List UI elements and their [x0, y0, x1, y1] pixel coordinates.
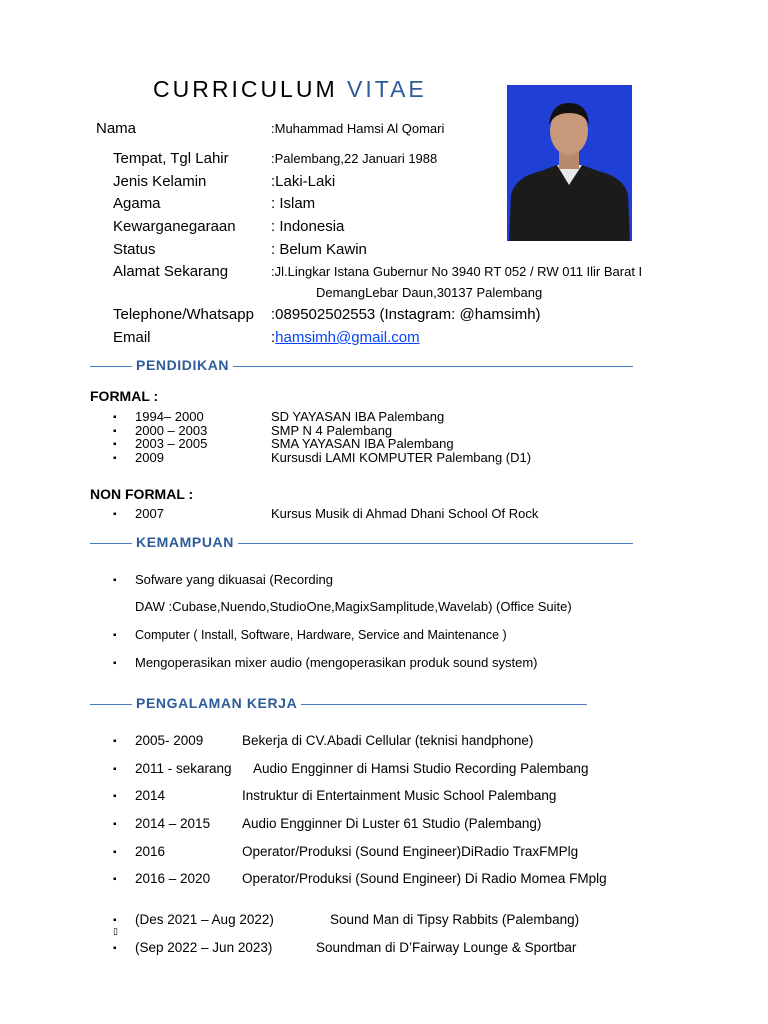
value-nama: :Muhammad Hamsi Al Qomari	[271, 121, 445, 136]
nonformal-heading: NON FORMAL :	[90, 486, 194, 502]
exp-period-7: (Des 2021 – Aug 2022)	[135, 912, 274, 927]
exp-period-2: 2011 - sekarang	[135, 761, 232, 776]
cv-title	[153, 76, 427, 103]
exp-role-3: Instruktur di Entertainment Music School Palembang	[242, 788, 557, 803]
exp-role-2: Audio Engginner di Hamsi Studio Recording Palembang	[253, 761, 589, 776]
value-email	[271, 329, 420, 346]
bullet-icon: ▪	[113, 453, 117, 464]
label-telephone: Telephone/Whatsapp	[113, 306, 254, 323]
exp-role-1: Bekerja di CV.Abadi Cellular (teknisi handphone)	[242, 733, 534, 748]
bullet-icon: ▪	[113, 847, 117, 858]
nonformal-period-1: 2007	[135, 506, 164, 521]
bullet-icon: ▪	[113, 915, 117, 926]
label-gender: Jenis Kelamin	[113, 173, 207, 190]
section-kemampuan	[90, 534, 635, 552]
bullet-icon: ▪	[113, 791, 117, 802]
edu-period-1: 1994– 2000	[135, 409, 204, 424]
label-agama: Agama	[113, 195, 161, 212]
bullet-icon: ▪	[113, 874, 117, 885]
label-ttl: Tempat, Tgl Lahir	[113, 150, 229, 167]
bullet-icon: ▪	[113, 509, 117, 520]
email-link[interactable]: hamsimh@gmail.com	[275, 329, 420, 346]
stray-marker-icon: ▯	[113, 926, 118, 936]
label-status: Status	[113, 241, 156, 258]
exp-period-3: 2014	[135, 788, 166, 803]
bullet-icon: ▪	[113, 439, 117, 450]
value-status: : Belum Kawin	[271, 241, 367, 258]
exp-role-7: Sound Man di Tipsy Rabbits (Palembang)	[330, 912, 580, 927]
bullet-icon: ▪	[113, 819, 117, 830]
edu-period-2: 2000 – 2003	[135, 423, 208, 438]
nonformal-course-1: Kursus Musik di Ahmad Dhani School Of Rock	[271, 506, 539, 521]
exp-period-6: 2016 – 2020	[135, 871, 211, 886]
section-kemampuan-title: KEMAMPUAN	[132, 534, 238, 550]
value-ttl: :Palembang,22 Januari 1988	[271, 151, 438, 166]
edu-school-1: SD YAYASAN IBA Palembang	[271, 409, 445, 424]
value-alamat: :Jl.Lingkar Istana Gubernur No 3940 RT 052 / RW 011 Ilir Barat I	[271, 264, 643, 279]
email-prefix: :	[271, 329, 276, 346]
exp-role-6: Operator/Produksi (Sound Engineer) Di Radio Momea FMplg	[242, 871, 607, 886]
skill-1-line1: Sofware yang dikuasai (Recording	[135, 572, 333, 587]
label-nama: Nama	[96, 120, 137, 137]
label-kewarganegaraan: Kewarganegaraan	[113, 218, 236, 235]
title-accent: VITAE	[347, 76, 427, 102]
bullet-icon: ▪	[113, 736, 117, 747]
edu-school-2: SMP N 4 Palembang	[271, 423, 393, 438]
edu-school-4: Kursusdi LAMI KOMPUTER Palembang (D1)	[271, 450, 532, 465]
section-pendidikan-title: PENDIDIKAN	[132, 357, 233, 373]
person-silhouette-icon	[507, 85, 632, 241]
exp-period-4: 2014 – 2015	[135, 816, 211, 831]
exp-role-5: Operator/Produksi (Sound Engineer)DiRadio TraxFMPlg	[242, 844, 579, 859]
value-telephone: :089502502553 (Instagram: @hamsimh)	[271, 306, 541, 323]
value-alamat-line2: DemangLebar Daun,30137 Palembang	[316, 285, 543, 300]
bullet-icon: ▪	[113, 575, 117, 586]
bullet-icon: ▪	[113, 426, 117, 437]
formal-heading: FORMAL :	[90, 388, 159, 404]
edu-period-3: 2003 – 2005	[135, 436, 208, 451]
bullet-icon: ▪	[113, 764, 117, 775]
title-main: CURRICULUM	[153, 76, 338, 102]
skill-1-line2: DAW :Cubase,Nuendo,StudioOne,MagixSamplitude,Wavelab) (Office Suite)	[135, 599, 572, 614]
bullet-icon: ▪	[113, 412, 117, 423]
exp-role-8: Soundman di D’Fairway Lounge & Sportbar	[316, 940, 577, 955]
section-pengalaman	[90, 695, 590, 713]
exp-period-5: 2016	[135, 844, 166, 859]
profile-photo	[507, 85, 632, 241]
value-agama: : Islam	[271, 195, 316, 212]
section-pengalaman-title: PENGALAMAN KERJA	[132, 695, 301, 711]
label-email: Email	[113, 329, 151, 346]
exp-role-4: Audio Engginner Di Luster 61 Studio (Palembang)	[242, 816, 542, 831]
value-kewarganegaraan: : Indonesia	[271, 218, 345, 235]
skill-3: Mengoperasikan mixer audio (mengoperasikan produk sound system)	[135, 655, 538, 670]
value-gender: :Laki-Laki	[271, 173, 336, 190]
section-pendidikan	[90, 357, 635, 375]
bullet-icon: ▪	[113, 658, 117, 669]
exp-period-8: (Sep 2022 – Jun 2023)	[135, 940, 273, 955]
skill-2: Computer ( Install, Software, Hardware, Service and Maintenance )	[135, 628, 507, 642]
bullet-icon: ▪	[113, 943, 117, 954]
exp-period-1: 2005- 2009	[135, 733, 204, 748]
edu-school-3: SMA YAYASAN IBA Palembang	[271, 436, 454, 451]
bullet-icon: ▪	[113, 630, 117, 641]
label-alamat: Alamat Sekarang	[113, 263, 229, 280]
edu-period-4: 2009	[135, 450, 164, 465]
